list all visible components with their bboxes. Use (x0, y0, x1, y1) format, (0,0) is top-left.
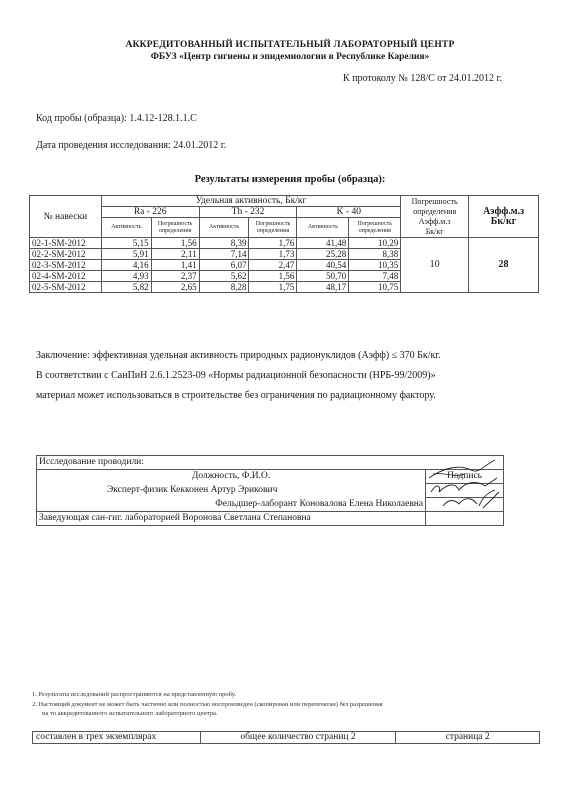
results-title: Результаты измерения пробы (образца): (194, 174, 386, 185)
table-cell: 4,16 (101, 260, 151, 271)
nuclide-th232: Th - 232 (199, 207, 297, 218)
copies-note: составлен в трех экземплярах (33, 732, 201, 744)
test-date: Дата проведения исследования: 24.01.2012 г. (36, 140, 227, 151)
footnote-1: 1. Результаты исследований распространяются на представленную пробу. (32, 691, 236, 698)
table-cell: 2,47 (249, 260, 297, 271)
header-line-2: ФБУЗ «Центр гигиены и эпидемиологии в Республике Карелия» (150, 52, 430, 62)
table-cell: 2,11 (151, 249, 199, 260)
sub-activity: Активность (101, 218, 151, 238)
col-position-header: Должность, Ф.И.О. (37, 470, 426, 484)
handwritten-signatures (425, 452, 507, 510)
table-cell: 4,93 (101, 271, 151, 282)
col-signature-header: Подпись (426, 470, 504, 484)
conclusion-line-1: Заключение: эффективная удельная активность природных радионуклидов (Аэфф) ≤ 370 Бк/кг. (36, 350, 441, 361)
table-cell: 40,54 (297, 260, 349, 271)
sub-error: Погрешность определения (249, 218, 297, 238)
table-cell: 10,29 (349, 238, 401, 249)
table-cell: 8,38 (349, 249, 401, 260)
sample-code: Код пробы (образца): 1.4.12-128.1.1.С (36, 113, 197, 124)
table-row (30, 238, 539, 249)
sample-id: 02-2-SM-2012 (30, 249, 102, 260)
signature-cell-3 (426, 512, 504, 526)
table-cell: 2,37 (151, 271, 199, 282)
footnotes (32, 690, 552, 719)
aeff-value: 28 (469, 238, 539, 293)
conclusion (36, 346, 502, 406)
person-1: Эксперт-физик Кекконен Артур Эрикович (37, 484, 426, 498)
total-pages: общее количество страниц 2 (200, 732, 396, 744)
table-cell: 5,91 (101, 249, 151, 260)
table-cell: 1,75 (249, 282, 297, 293)
table-cell: 41,48 (297, 238, 349, 249)
sub-error: Погрешность определения (151, 218, 199, 238)
table-cell: 1,41 (151, 260, 199, 271)
results-table (29, 195, 539, 293)
table-cell: 2,65 (151, 282, 199, 293)
table-cell: 48,17 (297, 282, 349, 293)
table-cell: 5,82 (101, 282, 151, 293)
header-line-1: АККРЕДИТОВАННЫЙ ИСПЫТАТЕЛЬНЫЙ ЛАБОРАТОРНЫЙ ЦЕНТР (125, 40, 455, 50)
table-cell: 7,48 (349, 271, 401, 282)
col-aeff-header: Аэфф.м.з Бк/кг (469, 196, 539, 238)
footnote-2-continued: на то аккредитованного испытательного лабораторного центра. (42, 710, 218, 717)
sample-id: 02-1-SM-2012 (30, 238, 102, 249)
nuclide-ra226: Ra - 226 (101, 207, 199, 218)
page-number: страница 2 (396, 732, 540, 744)
error-value: 10 (401, 238, 469, 293)
table-cell: 1,56 (249, 271, 297, 282)
sub-activity: Активность (199, 218, 249, 238)
table-cell: 1,76 (249, 238, 297, 249)
table-cell: 1,73 (249, 249, 297, 260)
table-cell: 8,28 (199, 282, 249, 293)
sub-error: Погрешность определения (349, 218, 401, 238)
person-3: Заведующая сан-гиг. лабораторией Воронова Светлана Степановна (37, 512, 426, 526)
table-cell: 7,14 (199, 249, 249, 260)
footnote-2: 2. Настоящий документ не может быть частично или полностью воспроизведен (скопирован или перепечатан) без разрешения (32, 700, 383, 708)
table-cell: 1,56 (151, 238, 199, 249)
table-cell: 50,70 (297, 271, 349, 282)
sub-activity: Активность (297, 218, 349, 238)
table-cell: 5,15 (101, 238, 151, 249)
protocol-reference: К протоколу № 128/С от 24.01.2012 г. (342, 73, 502, 84)
signatures-heading: Исследование проводили: (37, 456, 504, 470)
table-cell: 10,35 (349, 260, 401, 271)
table-cell: 6,07 (199, 260, 249, 271)
person-2: Фельдшер-лаборант Коновалова Елена Николаевна (37, 498, 426, 512)
table-cell: 5,62 (199, 271, 249, 282)
table-cell: 8,39 (199, 238, 249, 249)
conclusion-line-2: В соответствии с СанПиН 2.6.1.2523-09 «Нормы радиационной безопасности (НРБ-99/2009)» (36, 370, 436, 381)
nuclide-k40: K - 40 (297, 207, 401, 218)
document-footer-table (32, 731, 540, 744)
col-error-header: Погрешность определения Аэфф.м.з Бк/кг (401, 196, 469, 238)
col-specific-activity-header: Удельная активность, Бк/кг (101, 196, 400, 207)
sample-id: 02-5-SM-2012 (30, 282, 102, 293)
table-cell: 25,28 (297, 249, 349, 260)
sample-id: 02-4-SM-2012 (30, 271, 102, 282)
table-cell: 10,75 (349, 282, 401, 293)
conclusion-line-3: материал может использоваться в строительстве без ограничения по радиационному фактору. (36, 390, 436, 401)
col-sample-header: № навески (30, 196, 102, 238)
sample-id: 02-3-SM-2012 (30, 260, 102, 271)
